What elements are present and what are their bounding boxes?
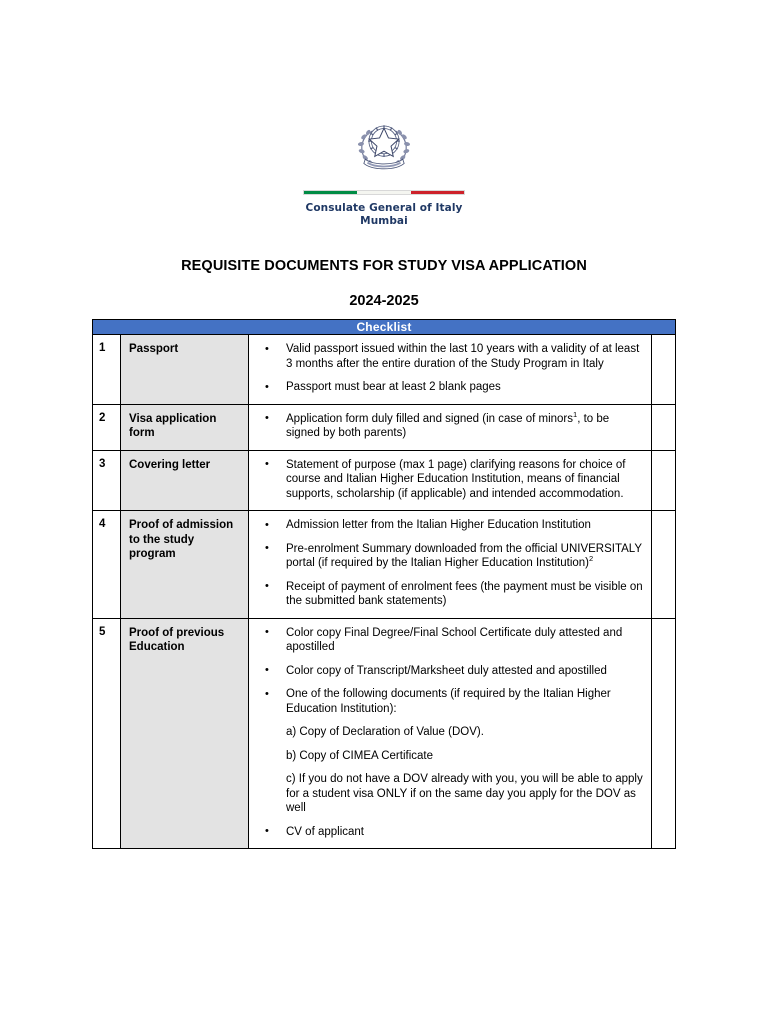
list-item-text: One of the following documents (if required by the Italian Higher Education Institution): [286, 688, 611, 715]
row-number: 3 [99, 457, 106, 470]
row-number: 5 [99, 625, 106, 638]
table-row [93, 450, 676, 511]
list-item-text: Statement of purpose (max 1 page) clarifying reasons for choice of course and Italian Higher Education Institution, means of financial supports, scholarship (if applicable) and intended accommodation. [286, 458, 626, 500]
footnote-marker: 2 [589, 554, 594, 564]
document-title: REQUISITE DOCUMENTS FOR STUDY VISA APPLICATION [181, 258, 587, 274]
row-number: 2 [99, 411, 106, 424]
list-item-text: a) Copy of Declaration of Value (DOV). [286, 726, 484, 738]
row-number-cell [93, 511, 121, 619]
list-item-text: b) Copy of CIMEA Certificate [286, 749, 433, 762]
row-description-cell [249, 404, 652, 450]
row-description-cell [249, 511, 652, 619]
list-item-text: CV of applicant [286, 825, 364, 838]
requirement-list [249, 518, 643, 609]
row-checkbox-cell[interactable] [652, 618, 676, 849]
list-item [286, 342, 643, 371]
list-item [286, 664, 643, 679]
checklist-header-label: Checklist [93, 320, 676, 335]
italian-flag-bar-icon [303, 190, 465, 195]
row-description-cell [249, 335, 652, 405]
row-title: Proof of previous Education [129, 626, 225, 653]
row-checkbox-cell[interactable] [652, 335, 676, 405]
checklist-table-container [92, 319, 676, 849]
row-title-cell [121, 511, 249, 619]
list-item [286, 626, 643, 655]
document-year: 2024-2025 [349, 293, 419, 309]
flag-stripe-green [304, 191, 357, 194]
requirement-list [249, 458, 643, 502]
list-item-text: Pre-enrolment Summary downloaded from the official UNIVERSITALY portal (if required by the Italian Higher Education Institution) [286, 542, 642, 569]
row-number-cell [93, 404, 121, 450]
row-number-cell [93, 450, 121, 511]
list-item [286, 749, 643, 764]
table-row [93, 404, 676, 450]
row-title-cell [121, 450, 249, 511]
italian-republic-emblem-icon [348, 108, 420, 180]
flag-stripe-red [411, 191, 464, 194]
row-description-cell [249, 618, 652, 849]
list-item [286, 725, 643, 740]
list-item-text: Receipt of payment of enrolment fees (the payment must be visible on the submitted bank statements) [286, 580, 643, 607]
row-description [249, 511, 651, 618]
list-item-text: Valid passport issued within the last 10 years with a validity of at least 3 months after the entire duration of the Study Program in Italy [286, 343, 640, 370]
requirement-list [249, 342, 643, 395]
list-item [286, 542, 643, 571]
letterhead [0, 108, 768, 228]
list-item-text: Passport must bear at least 2 blank pages [286, 381, 501, 393]
row-number-cell [93, 618, 121, 849]
list-item-text: c) If you do not have a DOV already with you, you will be able to apply for a student visa ONLY if on the same day you apply for the DOV as well [286, 773, 643, 814]
row-title: Covering letter [129, 458, 211, 471]
row-title: Passport [129, 343, 179, 355]
list-item [286, 518, 643, 533]
row-title-cell [121, 335, 249, 405]
row-description [249, 405, 651, 450]
list-item [286, 409, 643, 441]
checklist-table [92, 319, 676, 849]
organization-name [306, 202, 463, 228]
list-item [286, 825, 643, 840]
page-bottom-spacer [0, 928, 768, 929]
row-title: Proof of admission to the study program [129, 519, 234, 560]
row-description [249, 451, 651, 511]
row-description-cell [249, 450, 652, 511]
list-item [286, 687, 643, 716]
row-title-cell [121, 404, 249, 450]
list-item [286, 580, 643, 609]
list-item-text: Color copy Final Degree/Final School Certificate duly attested and apostilled [286, 626, 623, 653]
requirement-list [249, 626, 643, 840]
row-checkbox-cell[interactable] [652, 404, 676, 450]
row-checkbox-cell[interactable] [652, 511, 676, 619]
organization-line-1: Consulate General of Italy [305, 202, 463, 214]
footnote-marker: 1 [573, 409, 578, 419]
flag-stripe-white [357, 191, 410, 194]
list-item [286, 772, 643, 816]
table-row [93, 511, 676, 619]
row-description [249, 619, 651, 849]
requirement-list [249, 409, 643, 441]
table-row [93, 618, 676, 849]
list-item-text: Admission letter from the Italian Higher Education Institution [286, 519, 591, 531]
list-item-text: Color copy of Transcript/Marksheet duly attested and apostilled [286, 664, 607, 677]
row-number-cell [93, 335, 121, 405]
row-number: 1 [99, 342, 106, 354]
row-number: 4 [99, 518, 106, 530]
list-item [286, 458, 643, 502]
checklist-body [93, 335, 676, 849]
table-row [93, 335, 676, 405]
list-item [286, 380, 643, 395]
row-title-cell [121, 618, 249, 849]
organization-line-2: Mumbai [360, 215, 408, 227]
row-description [249, 335, 651, 404]
list-item-text: Application form duly filled and signed (in case of minors [286, 412, 574, 425]
list-item-text-continued: , to be signed by both parents) [286, 412, 610, 439]
row-title: Visa application form [129, 412, 217, 439]
table-header-row [93, 320, 676, 335]
row-checkbox-cell[interactable] [652, 450, 676, 511]
